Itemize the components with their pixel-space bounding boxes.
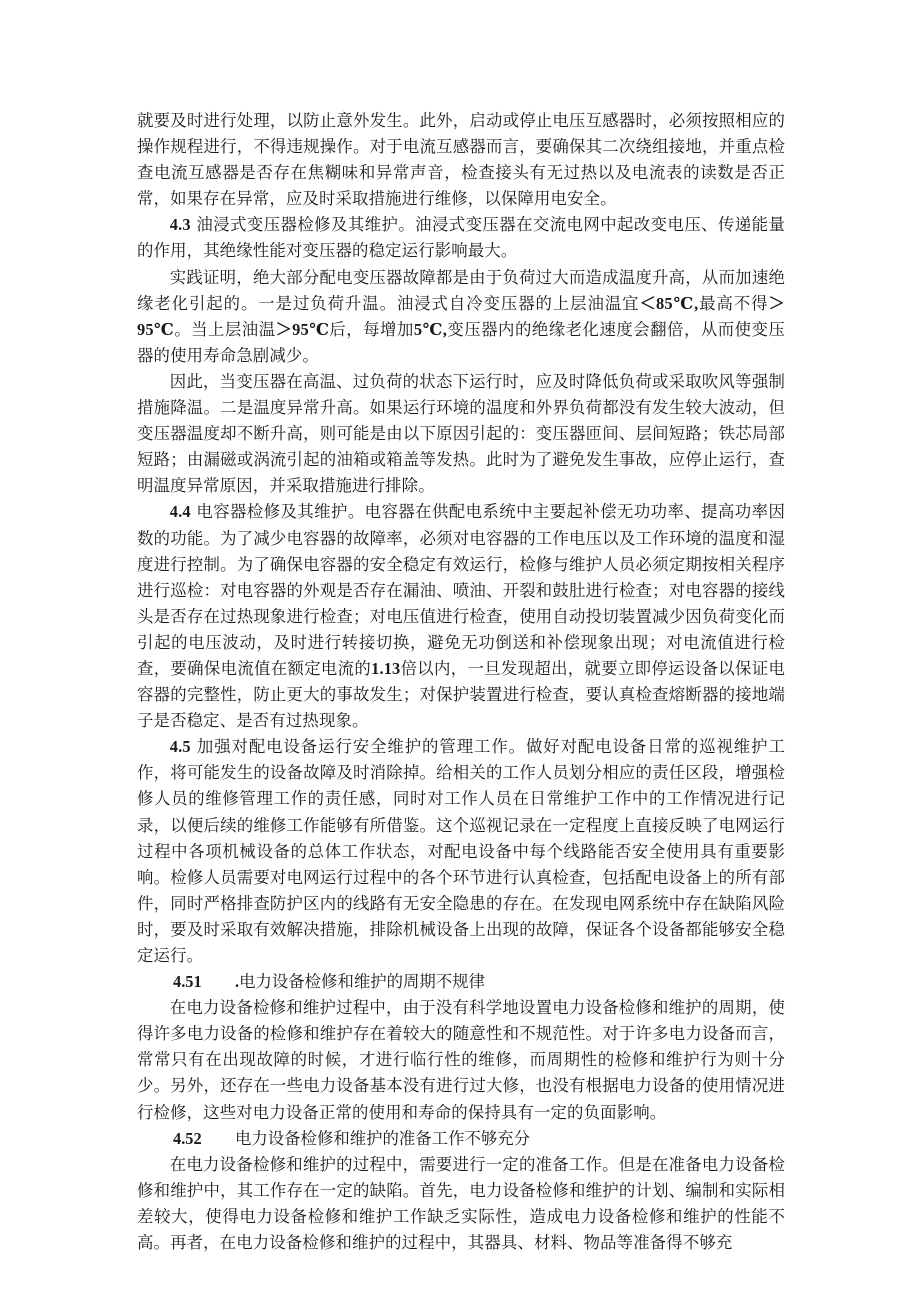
subheading-title: 电力设备检修和维护的准备工作不够充分 (235, 1128, 531, 1148)
section-text: 电容器检修及其维护。电容器在供配电系统中主要起补偿无功功率、提高功率因数的功能。为了减少电容器的故障率，必须对电容器的工作电压以及工作环境的温度和湿度进行控制。为了确保电容器的安全稳定有效运行，检修与维护人员必须定期按相关程序进行巡检：对电容器的外观是否存在漏油、喷油、开裂和鼓肚进行检查；对电容器的接线头是否存在过热现象进行检查；对电压值进行检查，使用自动投切装置减少因负荷变化而引起的电压波动，及时进行转接切换，避免无功倒送和补偿现象出现；对电流值进行检查，要确保电流值在额定电流的 (137, 502, 785, 678)
text-run: 变压器内的绝缘老化速度会翻倍，从而使变压器的使用寿命急剧减少。 (137, 319, 785, 365)
temperature-value: 5℃, (413, 319, 447, 339)
section-4-4 (137, 499, 785, 734)
temperature-value: ＞95℃ (275, 319, 330, 339)
text-run: 最高不得 (698, 293, 769, 313)
temperature-value: ＜85℃, (639, 293, 699, 313)
section-number: 4.5 (169, 737, 191, 757)
paragraph-4-52: 在电力设备检修和维护的过程中，需要进行一定的准备工作。但是在准备电力设备检修和维护中，其工作存在一定的缺陷。首先，电力设备检修和维护的计划、编制和实际相差较大，使得电力设备检修和维护工作缺乏实际性，造成电力设备检修和维护的性能不高。再者，在电力设备检修和维护的过程中，其器具、材料、物品等准备得不够充 (137, 1154, 785, 1253)
section-text: 油浸式变压器检修及其维护。油浸式变压器在交流电网中起改变电压、传递能量的作用，其绝缘性能对变压器的稳定运行影响最大。 (137, 215, 785, 261)
paragraph-temperature-abnormal: 因此，当变压器在高温、过负荷的状态下运行时，应及时降低负荷或采取吹风等强制措施降温。二是温度异常升高。如果运行环境的温度和外界负荷都没有发生较大波动，但变压器温度却不断升高，则可能是由以下原因引起的：变压器匝间、层间短路；铁芯局部短路；由漏磁或涡流引起的油箱或箱盖等发热。此时为了避免发生事故，应停止运行，查明温度异常原因，并采取措施进行排除。 (137, 371, 785, 496)
subheading-4-51 (137, 969, 785, 995)
temperature-value: ＞95℃ (137, 293, 785, 339)
paragraph-4-51: 在电力设备检修和维护过程中，由于没有科学地设置电力设备检修和维护的周期，使得许多电力设备的检修和维护存在着较大的随意性和不规范性。对于许多电力设备而言，常常只有在出现故障的时候，才进行临行性的维修，而周期性的检修和维护行为则十分少。另外，还存在一些电力设备基本没有进行过大修，也没有根据电力设备的使用情况进行检修，这些对电力设备正常的使用和寿命的保持具有一定的负面影响。 (137, 998, 785, 1122)
section-4-5 (137, 734, 785, 969)
current-ratio-value: 1.13 (371, 658, 401, 678)
section-number: 4.3 (169, 215, 191, 235)
section-4-3 (137, 212, 785, 264)
subheading-number: 4.51 (173, 972, 202, 992)
text-run: 。当上层油温 (174, 319, 276, 339)
paragraph-transformer-handling: 就要及时进行处理，以防止意外发生。此外，启动或停止电压互感器时，必须按照相应的操作规程进行，不得违规操作。对于电流互感器而言，要确保其二次绕组接地，并重点检查电流互感器是否存在焦糊味和异常声音，检查接头有无过热以及电流表的读数是否正常，如果存在异常，应及时采取措施进行维修，以保障用电安全。 (137, 111, 785, 209)
section-number: 4.4 (169, 502, 191, 522)
text-run: 实践证明，绝大部分配电变压器故障都是由于负荷过大而造成温度升高，从而加速绝缘老化引起的。一是过负荷升温。油浸式自冷变压器的上层油温宜 (137, 267, 785, 313)
text-run: 后，每增加 (329, 319, 414, 339)
paragraph-overload-temperature (137, 265, 785, 369)
subheading-title: 电力设备检修和维护的周期不规律 (239, 972, 485, 992)
section-text: 加强对配电设备运行安全维护的管理工作。做好对配电设备日常的巡视维护工作，将可能发生的设备故障及时消除掉。给相关的工作人员划分相应的责任区段，增强检修人员的维修管理工作的责任感，同时对工作人员在日常维护工作中的工作情况进行记录，以便后续的维修工作能够有所借鉴。这个巡视记录在一定程度上直接反映了电网运行过程中各项机械设备的总体工作状态，对配电设备中每个线路能否安全使用具有重要影响。检修人员需要对电网运行过程中的各个环节进行认真检查，包括配电设备上的所有部件，同时严格排查防护区内的线路有无安全隐患的存在。在发现电网系统中存在缺陷风险时，要及时采取有效解决措施，排除机械设备上出现的故障，保证各个设备都能够安全稳定运行。 (137, 737, 785, 965)
section-text: 倍以内，一旦发现超出，就要立即停运设备以保证电容器的完整性，防止更大的事故发生；对保护装置进行检查，要认真检查熔断器的接地端子是否稳定、是否有过热现象。 (137, 658, 785, 731)
document-page (137, 108, 785, 1256)
subheading-dot: . (235, 972, 240, 992)
subheading-4-52 (137, 1126, 785, 1152)
subheading-number: 4.52 (173, 1128, 202, 1148)
